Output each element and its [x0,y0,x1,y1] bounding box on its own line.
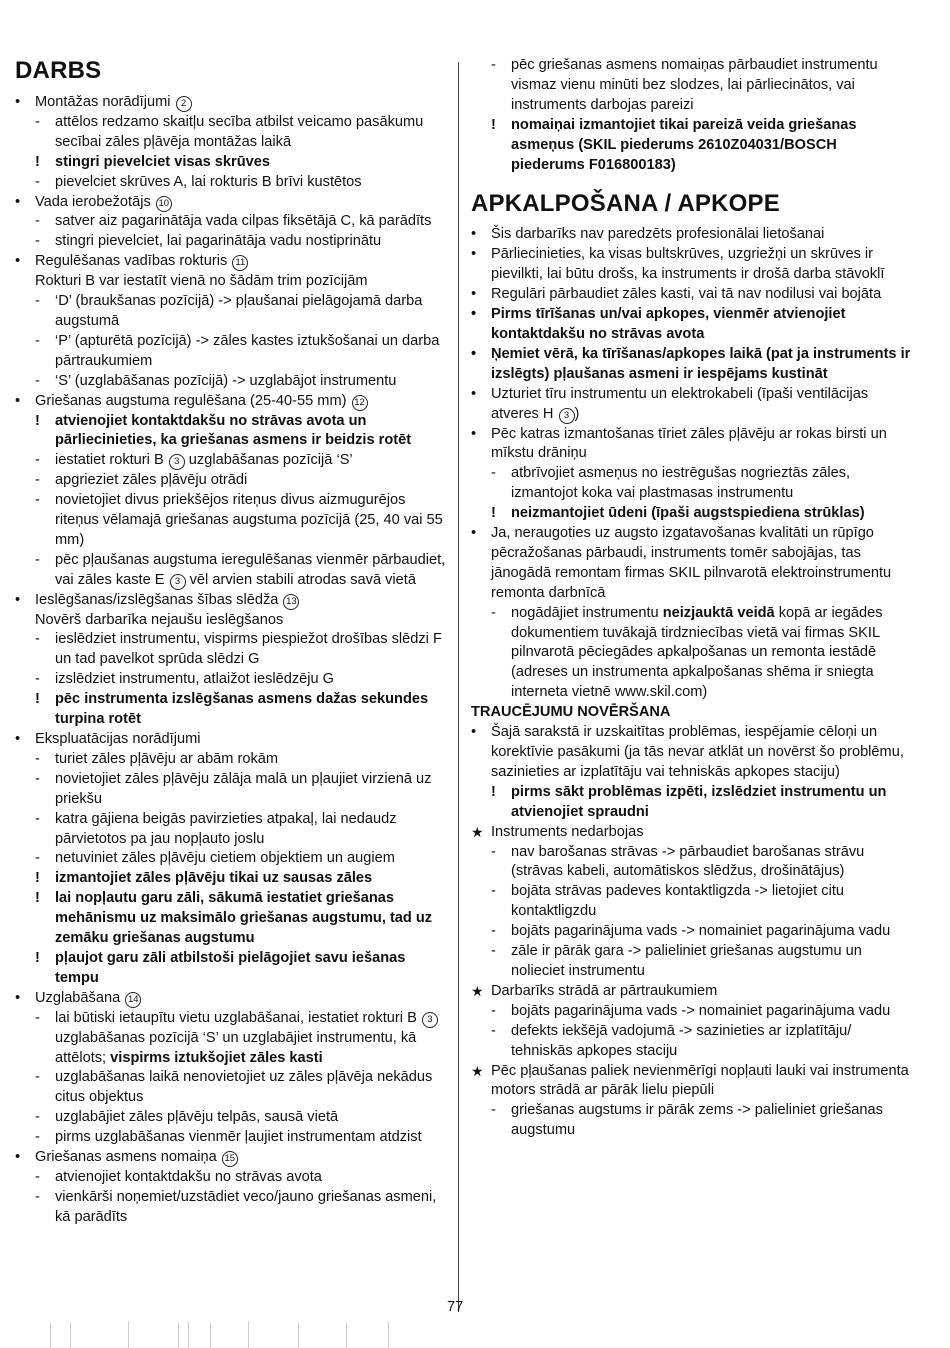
list-item [15,1168,447,1188]
item-text [491,345,911,385]
item-text [35,989,447,1009]
list-item [15,1128,447,1148]
list-item [15,690,447,730]
dash-marker: - [491,883,496,900]
item-text-main: bojāta strāvas padeves kontaktligzda -> lietojiet citu kontaktligzdu [511,883,845,920]
list-item [471,604,911,704]
list-item [471,723,911,783]
figure-reference-number: 2 [176,96,192,112]
dash-marker: - [35,233,40,250]
dash-marker: - [35,1009,40,1026]
list-item [471,425,911,465]
list-item [15,1068,447,1108]
item-text-bold: vispirms iztukšojiet zāles kasti [110,1049,323,1066]
item-text-continued: ) [574,405,580,422]
list-item [15,989,447,1009]
item-text [55,153,447,173]
item-text-main: ‘S’ (uzglabāšanas pozīcijā) -> uzglabājot instrumentu [55,372,397,389]
item-text [55,491,447,551]
item-text [55,690,447,730]
item-text [55,949,447,989]
list-item [15,1188,447,1228]
dash-marker: - [491,604,496,621]
list-item [471,843,911,883]
item-text-main: pēc griešanas asmens nomaiņas pārbaudiet instrumentu vismaz vienu minūti bez slodzes, lai pārliecinātos, vai instruments darbojas pareizi [511,57,878,113]
dash-marker: - [491,1002,496,1019]
list-item [471,942,911,982]
item-text [55,750,447,770]
list-item [15,750,447,770]
item-text [35,392,447,412]
item-text-main: novietojiet divus priekšējos riteņus divus aizmugurējos riteņus vēlamajā griešanas augstuma pozīcijā (25, 40 vai 55 mm) [55,492,443,548]
item-text-continued: uzglabāšanas pozīcijā ‘S’ un uzglabājiet instrumentu, kā attēlots; [55,1029,417,1066]
item-text [511,882,911,922]
item-text [511,504,911,524]
item-text [55,232,447,252]
list-item [15,1148,447,1168]
item-text [491,385,911,425]
item-text-main: izslēdziet instrumentu, atlaižot ieslēdzēju G [55,671,335,688]
list-item [471,225,911,245]
list-item [15,292,447,332]
excl-marker: ! [491,116,496,133]
page-number: 77 [447,1299,464,1315]
item-text [35,252,447,272]
item-text-main: Pirms tīrīšanas un/vai apkopes, vienmēr atvienojiet kontaktdakšu no strāvas avota [491,306,846,342]
item-text-main: pirms sākt problēmas izpēti, izslēdziet instrumentu un atvienojiet spraudni [511,783,887,820]
list-item [15,730,447,750]
list-item [15,212,447,232]
list-item [471,345,911,385]
left-column [15,56,447,1228]
item-text-main: Regulāri pārbaudiet zāles kasti, vai tā nav nodilusi vai bojāta [491,286,882,303]
figure-reference-number: 3 [169,454,185,470]
column-divider [458,62,459,1312]
item-text-main: attēlos redzamo skaitļu secība atbilst veicamo pasākumu secībai zāles pļāvēja montāžas laikā [55,113,424,150]
paragraph [15,611,447,631]
item-text-main: zāle ir pārāk gara -> palieliniet griešanas augstumu un nolieciet instrumentu [511,943,862,979]
section-title-darbs: DARBS [15,57,102,84]
item-text [55,670,447,690]
excl-marker: ! [491,783,496,800]
bullet-marker: • [15,94,21,110]
subsection-title-troubleshooting: TRAUCĒJUMU NOVĒRŠANA [471,704,671,721]
list-item [471,882,911,922]
item-text [491,225,911,245]
list-item [471,922,911,942]
item-text [55,889,447,949]
figure-reference-number: 14 [125,992,141,1008]
item-text [491,823,911,843]
list-item [15,849,447,869]
item-text-main: Ņemiet vērā, ka tīrīšanas/apkopes laikā (pat ja instruments ir izslēgts) pļaušanas asmeni ir iespējams kustināt [491,345,911,382]
list-item [471,1022,911,1062]
list-item [15,232,447,252]
item-text [491,245,911,285]
item-text-main: iestatiet rokturi B [55,452,164,469]
item-text-main: bojāts pagarinājuma vads -> nomainiet pagarinājuma vadu [511,923,891,940]
item-text-main: katra gājiena beigās pavirzieties atpakaļ, lai nedaudz pārvietotos pa jau nopļauto joslu [55,810,397,847]
item-text-continued: vēl arvien stabili atrodas savā vietā [185,571,416,588]
dash-marker: - [35,173,40,190]
item-text-main: Vada ierobežotājs [35,193,151,210]
list-item [471,56,911,116]
list-item [471,524,911,604]
section-title-apkope: APKALPOŠANA / APKOPE [471,190,780,218]
figure-reference-number: 13 [283,594,299,610]
dash-marker: - [35,671,40,688]
list-item [15,471,447,491]
item-text-main: neizmantojiet ūdeni (īpaši augstspiediena strūklas) [511,505,865,522]
dash-marker: - [35,293,40,310]
list-item [471,464,911,504]
item-text-main: uzglabāšanas laikā nenovietojiet uz zāles pļāvēja nekādus citus objektus [55,1069,433,1106]
item-text [511,783,911,823]
right-column [471,56,911,1141]
item-text-main: lai nopļautu garu zāli, sākumā iestatiet griešanas mehānismu uz maksimālo griešanas augstumu, tad uz zemāku griešanas augstumu [55,890,433,947]
bullet-marker: • [15,1149,21,1166]
item-text [511,942,911,982]
item-text [55,1128,447,1148]
item-text [35,272,447,292]
dash-marker: - [35,1168,40,1185]
dash-marker: - [35,1109,40,1126]
item-text-main: Šis darbarīks nav paredzēts profesionālai lietošanai [491,226,825,243]
dash-marker: - [491,943,496,960]
list-item [471,305,911,345]
dash-marker: - [35,810,40,827]
item-text [55,869,447,889]
bullet-marker: • [15,989,21,1006]
item-text [55,1108,447,1128]
item-text-main: netuviniet zāles pļāvēju cietiem objektiem un augiem [55,850,395,867]
item-text-main: atbrīvojiet asmeņus no iestrēgušas nogrieztās zāles, izmantojot koka vai plastmasas instrumentu [511,465,851,502]
list-item [471,982,911,1002]
list-item [15,949,447,989]
item-text [491,982,911,1002]
dash-marker: - [35,472,40,489]
list-item [15,810,447,850]
figure-reference-number: 11 [232,255,248,271]
item-text [55,1188,447,1228]
item-text-main: nogādājiet instrumentu [511,604,663,621]
item-text [491,425,911,465]
troubleshooting-list [471,723,911,1141]
bullet-marker: • [471,385,477,402]
list-item [471,245,911,285]
dash-marker: - [35,631,40,648]
list-item [471,385,911,425]
list-item [471,1062,911,1102]
bullet-marker: • [471,246,477,263]
item-text [55,630,447,670]
item-text [35,193,447,213]
item-text [511,464,911,504]
item-text [491,305,911,345]
bullet-marker: • [471,425,477,442]
list-item [15,412,447,452]
item-text [55,1168,447,1188]
item-text [491,285,911,305]
item-text [55,173,447,193]
item-text [35,93,447,113]
item-text-main: Regulēšanas vadības rokturis [35,253,228,270]
list-item [15,451,447,471]
right-top-list [471,56,911,175]
item-text-continued: kopā ar iegādes dokumentiem tuvākajā tirdzniecības vietā vai firmas SKIL pilnvarotā pēciegādes apkalpošanas un remonta iestādē (adreses un instrumenta apkalpošanas shēma ir sniegta interneta vietnē www.skil.com) [511,604,883,701]
dash-marker: - [491,843,496,860]
item-text [511,1022,911,1062]
dash-marker: - [491,57,496,73]
bullet-marker: • [471,226,477,243]
item-text-main: Ja, neraugoties uz augsto izgatavošanas kvalitāti un rūpīgo pēcražošanas pārbaudi, instruments tomēr sabojājas, tas jānogādā remontam firmas SKIL pilnvarotā elektroinstrumentu remonta darbnīcā [491,525,892,601]
excl-marker: ! [35,890,40,907]
list-item [471,783,911,823]
item-text-main: atvienojiet kontaktdakšu no strāvas avota [55,1168,322,1185]
list-item [471,1101,911,1141]
item-text-main: satver aiz pagarinātāja vada cilpas fiksētājā C, kā parādīts [55,213,432,230]
item-text-main: nav barošanas strāvas -> pārbaudiet barošanas strāvu (strāvas kabeli, automātiskos slēdžus, drošinātājus) [511,843,865,880]
item-text [35,611,447,631]
excl-marker: ! [35,691,40,708]
excl-marker: ! [35,153,40,170]
bullet-marker: • [15,253,21,270]
list-item [15,113,447,153]
item-text-main: Šajā sarakstā ir uzskaitītas problēmas, iespējamie cēloņi un korektīvie pasākumi (ja tās nevar atklāt un novērst šo problēmu, sazinieties ar izplatītāju vai tehniskās apkopes staciju) [491,724,904,780]
item-text-main: Instruments nedarbojas [491,823,644,840]
dash-marker: - [35,770,40,787]
excl-marker: ! [35,949,40,966]
item-text [55,1068,447,1108]
bullet-marker: • [15,591,21,608]
item-text [491,524,911,604]
figure-reference-number: 12 [352,395,368,411]
dash-marker: - [491,1022,496,1039]
dash-marker: - [491,1102,496,1119]
item-text [511,116,911,176]
list-item [15,491,447,551]
dash-marker: - [35,1129,40,1146]
star-marker: ★ [471,982,484,999]
item-text-main: defekts iekšējā vadojumā -> sazinieties ar izplatītāju/ tehniskās apkopes staciju [511,1022,852,1059]
item-text-main: pēc pļaušanas augstuma ieregulēšanas vienmēr pārbaudiet, vai zāles kaste E [55,551,446,588]
item-text-main: apgrieziet zāles pļāvēju otrādi [55,472,248,489]
item-text-main: izmantojiet zāles pļāvēju tikai uz sausas zāles [55,870,373,887]
figure-reference-number: 3 [170,574,186,590]
list-item [471,116,911,176]
excl-marker: ! [35,412,40,429]
dash-marker: - [35,1188,40,1205]
item-text [55,113,447,153]
list-item [15,670,447,690]
item-text-main: griešanas augstums ir pārāk zems -> palieliniet griešanas augstumu [511,1102,883,1139]
list-item [15,1108,447,1128]
item-text [55,471,447,491]
left-item-list [15,93,447,1228]
dash-marker: - [35,332,40,349]
item-text-main: Uzglabāšana [35,989,121,1006]
item-text-main: lai būtiski ietaupītu vietu uzglabāšanai, iestatiet rokturi B [55,1009,417,1026]
item-text [55,292,447,332]
item-text [55,372,447,392]
item-text-main: stingri pievelciet visas skrūves [55,153,270,170]
item-text [55,332,447,372]
item-text [491,723,911,783]
item-text-main: ‘D’ (braukšanas pozīcijā) -> pļaušanai pielāgojamā darba augstumā [55,293,423,329]
list-item [471,504,911,524]
item-text-main: Pēc katras izmantošanas tīriet zāles pļāvēju ar rokas birsti un mīkstu drāniņu [491,425,887,462]
item-text-main: pļaujot garu zāli atbilstoši pielāgojiet savu iešanas tempu [55,949,406,986]
list-item [15,1009,447,1069]
list-item [15,551,447,591]
item-text-main: Darbarīks strādā ar pārtraukumiem [491,982,718,999]
list-item [15,372,447,392]
item-text [511,604,911,704]
item-text-main: pēc instrumenta izslēgšanas asmens dažas sekundes turpina rotēt [55,691,429,728]
item-text [491,1062,911,1102]
item-text [55,770,447,810]
item-text-main: Novērš darbarīka nejaušu ieslēgšanos [35,611,284,628]
figure-reference-number: 15 [222,1151,238,1167]
item-text-main: bojāts pagarinājuma vads -> nomainiet pagarinājuma vadu [511,1002,891,1019]
figure-reference-number: 3 [559,408,575,424]
bullet-marker: • [15,731,21,747]
crop-marks [50,1322,410,1348]
list-item [15,252,447,272]
item-text-bold: neizjauktā veidā [662,604,775,621]
bullet-marker: • [471,525,477,542]
item-text [35,1148,447,1168]
list-item [15,332,447,372]
item-text [55,412,447,452]
item-text [511,843,911,883]
item-text [55,551,447,591]
item-text [35,730,447,750]
list-item [15,770,447,810]
item-text [511,56,911,116]
list-item [15,153,447,173]
item-text-main: Pārliecinieties, ka visas bultskrūves, uzgriežņi un skrūves ir pievilkti, lai būtu drošs, ka instruments ir drošā darba stāvoklī [491,246,885,283]
item-text-main: pirms uzglabāšanas vienmēr ļaujiet instrumentam atdzist [55,1129,422,1146]
item-text [511,922,911,942]
plain-marker [15,611,35,631]
list-item [471,1002,911,1022]
dash-marker: - [35,1069,40,1086]
bullet-marker: • [471,724,477,741]
dash-marker: - [35,452,40,469]
item-text [55,849,447,869]
list-item [15,889,447,949]
list-item [471,285,911,305]
item-text-main: Griešanas asmens nomaiņa [35,1149,217,1166]
item-text-main: vienkārši noņemiet/uzstādiet veco/jauno griešanas asmeni, kā parādīts [55,1188,437,1225]
item-text-main: Ekspluatācijas norādījumi [35,731,201,747]
item-text [511,1002,911,1022]
item-text-main: nomaiņai izmantojiet tikai pareizā veida griešanas asmeņus (SKIL piederums 2610Z04031/BOSCH piederums F016800183) [511,116,857,173]
list-item [15,93,447,113]
item-text-main: atvienojiet kontaktdakšu no strāvas avota un pārliecinieties, ka griešanas asmens ir beidzis rotēt [55,412,412,449]
dash-marker: - [35,113,40,130]
item-text-main: Rokturi B var iestatīt vienā no šādām trim pozīcijām [35,273,368,290]
list-item [471,823,911,843]
item-text-main: pievelciet skrūves A, lai rokturis B brīvi kustētos [55,173,362,190]
dash-marker: - [35,492,40,509]
bullet-marker: • [15,193,21,210]
dash-marker: - [35,213,40,230]
plain-marker [15,272,35,292]
item-text-continued: uzglabāšanas pozīcijā ‘S’ [184,452,353,469]
bullet-marker: • [15,392,21,409]
item-text [55,451,447,471]
item-text-main: turiet zāles pļāvēju ar abām rokām [55,750,279,767]
item-text-main: ‘P’ (apturētā pozīcijā) -> zāles kastes iztukšošanai un darba pārtraukumiem [55,332,440,369]
dash-marker: - [35,750,40,767]
list-item [15,173,447,193]
list-item [15,392,447,412]
dash-marker: - [35,551,40,568]
dash-marker: - [491,923,496,940]
bullet-marker: • [471,345,477,362]
excl-marker: ! [35,870,40,887]
list-item [15,869,447,889]
star-marker: ★ [471,823,484,840]
dash-marker: - [35,850,40,867]
item-text-main: stingri pievelciet, lai pagarinātāja vadu nostiprinātu [55,233,382,250]
item-text-main: Montāžas norādījumi [35,94,171,110]
item-text-main: Pēc pļaušanas paliek nevienmērīgi nopļauti lauki vai instrumenta motors strādā ar pārāk lielu piepūli [491,1062,909,1099]
item-text-main: novietojiet zāles pļāvēju zālāja malā un pļaujiet virzienā uz priekšu [55,770,432,807]
list-item [15,630,447,670]
bullet-marker: • [471,306,477,323]
item-text [55,212,447,232]
list-item [15,591,447,611]
item-text-main: Griešanas augstuma regulēšana (25-40-55 mm) [35,392,347,409]
item-text-main: ieslēdziet instrumentu, vispirms piespiežot drošības slēdzi F un tad pavelkot sprūda slēdzi G [55,631,442,668]
paragraph [15,272,447,292]
bullet-marker: • [471,286,477,303]
item-text-main: uzglabājiet zāles pļāvēju telpās, sausā vietā [55,1109,339,1126]
item-text [55,1009,447,1069]
item-text-main: Ieslēgšanas/izslēgšanas šības slēdža [35,591,279,608]
figure-reference-number: 10 [156,196,172,212]
excl-marker: ! [491,505,496,522]
item-text [55,810,447,850]
figure-reference-number: 3 [422,1012,438,1028]
item-text [35,591,447,611]
item-text-main: Uzturiet tīru instrumentu un elektrokabeli (īpaši ventilācijas atveres H [491,385,869,422]
star-marker: ★ [471,1062,484,1079]
right-item-list [471,225,911,703]
list-item [15,193,447,213]
dash-marker: - [35,372,40,389]
item-text [511,1101,911,1141]
dash-marker: - [491,465,496,482]
